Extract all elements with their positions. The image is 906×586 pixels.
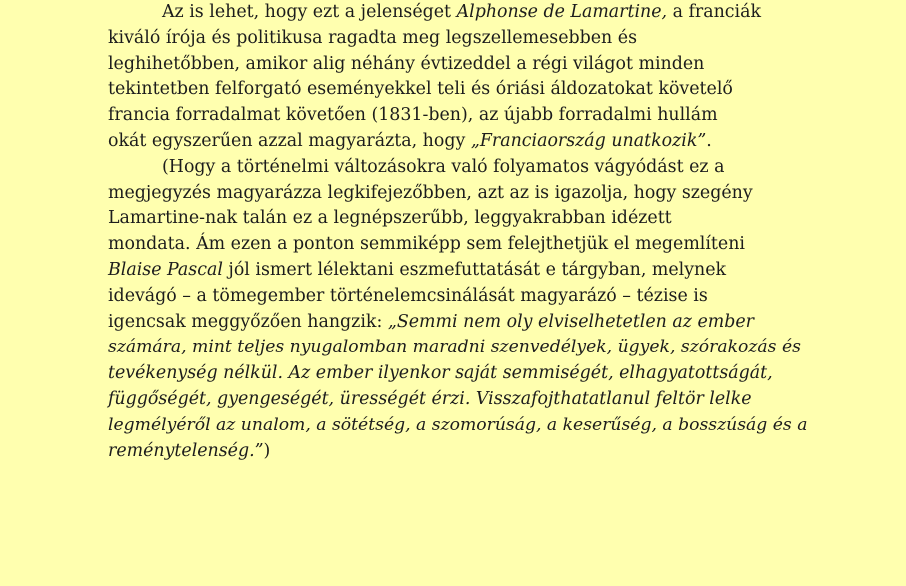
italic-text-span: reménytelenség.” <box>108 440 264 461</box>
text-span: okát egyszerűen azzal magyarázta, hogy <box>108 130 471 151</box>
text-span: (Hogy a történelmi változásokra való folyamatos vágyódást ez a <box>162 156 725 177</box>
text-span: . <box>706 130 712 151</box>
text-span: leghihetőbben, amikor alig néhány évtizeddel a régi világot minden <box>108 53 705 74</box>
text-span: a franciák <box>667 2 762 22</box>
text-line <box>108 181 808 207</box>
text-line <box>108 232 808 258</box>
text-block <box>108 0 808 464</box>
text-line <box>108 284 808 310</box>
text-line <box>108 77 808 103</box>
italic-text-span: függőségét, gyengeségét, ürességét érzi. Visszafojthatatlanul feltör lelke <box>108 388 752 409</box>
text-span: kiváló írója és politikusa ragadta meg legszellemesebben és <box>108 27 637 48</box>
text-line <box>108 413 808 439</box>
text-span: idevágó – a tömegember történelemcsinálását magyarázó – tézise is <box>108 285 708 306</box>
text-span: Az is lehet, hogy ezt a jelenséget <box>162 2 457 22</box>
text-span: francia forradalmat követően (1831-ben), az újabb forradalmi hullám <box>108 105 718 126</box>
italic-text-span: Blaise Pascal <box>108 259 223 280</box>
text-line <box>108 26 808 52</box>
italic-text-span: Alphonse de Lamartine, <box>456 2 668 22</box>
text-span: igencsak meggyőzően hangzik: <box>108 311 388 332</box>
italic-text-span: tevékenység nélkül. Az ember ilyenkor saját semmiségét, elhagyatottságát, <box>108 363 773 384</box>
text-line <box>108 258 808 284</box>
text-span: tekintetben felforgató eseményekkel teli és óriási áldozatokat követelő <box>108 79 733 100</box>
text-span: mondata. Ám ezen a ponton semmiképp sem felejthetjük el megemlíteni <box>108 234 745 255</box>
text-line <box>108 361 808 387</box>
text-line <box>108 439 808 465</box>
paragraph-first-line <box>108 155 808 181</box>
text-line <box>108 387 808 413</box>
text-line <box>108 206 808 232</box>
text-span: ) <box>263 440 271 461</box>
text-line <box>108 129 808 155</box>
text-line <box>108 310 808 336</box>
text-span: Lamartine-nak talán ez a legnépszerűbb, leggyakrabban idézett <box>108 208 672 229</box>
text-span: megjegyzés magyarázza legkifejezőbben, azt az is igazolja, hogy szegény <box>108 182 753 203</box>
text-span: jól ismert lélektani eszmefuttatását e tárgyban, melynek <box>222 259 727 280</box>
text-line <box>108 52 808 78</box>
text-line <box>108 335 808 361</box>
italic-text-span: „Semmi nem oly elviselhetetlen az ember <box>387 311 754 332</box>
italic-text-span: számára, mint teljes nyugalomban maradni szenvedélyek, ügyek, szórakozás és <box>108 337 801 358</box>
italic-text-span: „Franciaország unatkozik” <box>470 130 707 151</box>
paragraph-first-line <box>108 0 808 26</box>
italic-text-span: legmélyéről az unalom, a sötétség, a szomorúság, a keserűség, a bosszúság és a <box>108 414 808 435</box>
text-line <box>108 103 808 129</box>
